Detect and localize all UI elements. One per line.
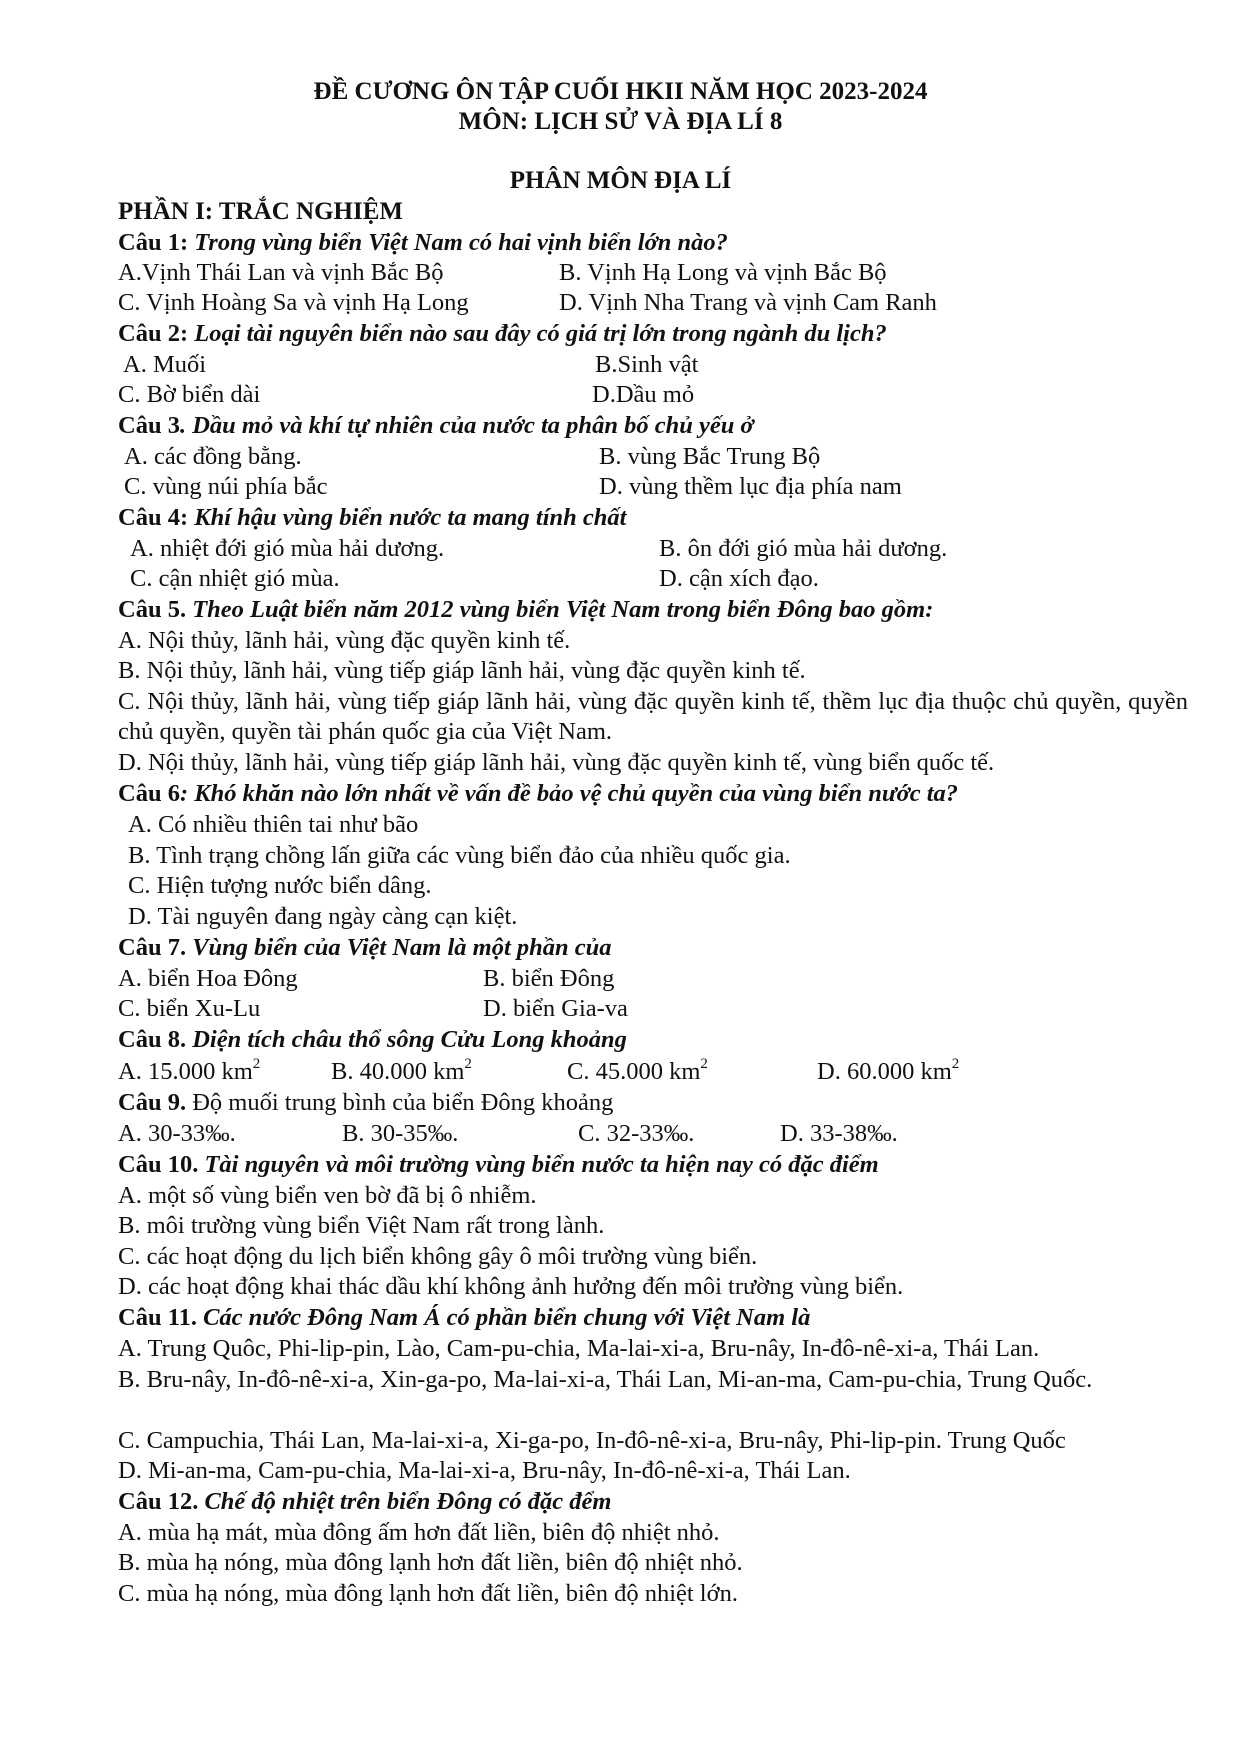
option: B. Bru-nây, In-đô-nê-xi-a, Xin-ga-po, Ma-lai-xi-a, Thái Lan, Mi-an-ma, Cam-pu-chia, Trung Quốc. [118,1366,1093,1393]
option: A. 30-33‰. [118,1120,236,1147]
option: C. cận nhiệt gió mùa. [130,565,340,592]
option: B. 40.000 $km^2$ [331,1055,472,1085]
option: B. ôn đới gió mùa hải dương. [659,535,948,562]
question-1: Câu 1: Trong vùng biển Việt Nam có hai vịnh biển lớn nào? [118,229,728,256]
option: A. Có nhiều thiên tai như bão [128,811,419,838]
option: D. vùng thềm lục địa phía nam [599,473,902,500]
option: C. 32-33‰. [578,1120,695,1147]
option: A.Vịnh Thái Lan và vịnh Bắc Bộ [118,259,444,286]
option: B. Vịnh Hạ Long và vịnh Bắc Bộ [559,259,887,286]
question-5: Câu 5. Theo Luật biển năm 2012 vùng biển Việt Nam trong biển Đông bao gồm: [118,596,934,623]
option: C. Vịnh Hoàng Sa và vịnh Hạ Long [118,289,469,316]
question-2: Câu 2: Loại tài nguyên biển nào sau đây có giá trị lớn trong ngành du lịch? [118,320,887,347]
option: B. vùng Bắc Trung Bộ [599,443,821,470]
option: C. các hoạt động du lịch biển không gây ô môi trường vùng biển. [118,1243,758,1270]
option: D. 60.000 $km^2$ [817,1055,960,1085]
question-6: Câu 6: Khó khăn nào lớn nhất về vấn đề bảo vệ chủ quyền của vùng biển nước ta? [118,780,959,807]
option: B. Tình trạng chồng lấn giữa các vùng biển đảo của nhiều quốc gia. [128,842,791,869]
section-heading: PHẦN I: TRẮC NGHIỆM [118,198,403,225]
question-9: Câu 9. Độ muối trung bình của biển Đông khoảng [118,1089,614,1116]
option: D. biển Gia-va [483,995,628,1022]
option: C. Nội thủy, lãnh hải, vùng tiếp giáp lãnh hải, vùng đặc quyền kinh tế, thềm lục địa thuộc chủ quyền, quyền chủ quyền, quyền tài phán quốc gia của Việt Nam. [118,688,1188,745]
option: D. cận xích đạo. [659,565,819,592]
option: D.Dầu mỏ [592,381,695,408]
option: C. mùa hạ nóng, mùa đông lạnh hơn đất liền, biên độ nhiệt lớn. [118,1580,738,1607]
option: A. Nội thủy, lãnh hải, vùng đặc quyền kinh tế. [118,627,571,654]
question-7: Câu 7. Vùng biển của Việt Nam là một phần của [118,934,612,961]
option: A. biển Hoa Đông [118,965,298,992]
question-3: Câu 3. Dầu mỏ và khí tự nhiên của nước ta phân bố chủ yếu ở [118,412,754,439]
question-8: Câu 8. Diện tích châu thổ sông Cửu Long khoảng [118,1026,627,1053]
option: D. Vịnh Nha Trang và vịnh Cam Ranh [559,289,937,316]
option: C. 45.000 $km^2$ [567,1055,708,1085]
option: D. Nội thủy, lãnh hải, vùng tiếp giáp lãnh hải, vùng đặc quyền kinh tế, vùng biển quốc tế. [118,749,995,776]
option: D. Mi-an-ma, Cam-pu-chia, Ma-lai-xi-a, Bru-nây, In-đô-nê-xi-a, Thái Lan. [118,1457,851,1484]
option: C. Hiện tượng nước biển dâng. [128,872,432,899]
subject-title: MÔN: LỊCH SỬ VÀ ĐỊA LÍ 8 [458,108,783,135]
option: B. Nội thủy, lãnh hải, vùng tiếp giáp lãnh hải, vùng đặc quyền kinh tế. [118,657,806,684]
option: B.Sinh vật [595,351,699,378]
option: B. 30-35‰. [342,1120,459,1147]
option: A. các đồng bằng. [124,443,302,470]
option: A. Trung Quôc, Phi-lip-pin, Lào, Cam-pu-chia, Ma-lai-xi-a, Bru-nây, In-đô-nê-xi-a, Thái Lan. [118,1335,1040,1362]
document-title: ĐỀ CƯƠNG ÔN TẬP CUỐI HKII NĂM HỌC 2023-2024 [313,78,928,105]
option: B. mùa hạ nóng, mùa đông lạnh hơn đất liền, biên độ nhiệt nhỏ. [118,1549,743,1576]
question-10: Câu 10. Tài nguyên và môi trường vùng biển nước ta hiện nay có đặc điểm [118,1151,879,1178]
option: D. Tài nguyên đang ngày càng cạn kiệt. [128,903,518,930]
option: B. môi trường vùng biển Việt Nam rất trong lành. [118,1212,605,1239]
option: C. Campuchia, Thái Lan, Ma-lai-xi-a, Xi-ga-po, In-đô-nê-xi-a, Bru-nây, Phi-lip-pin. Trung Quốc [118,1427,1066,1454]
question-4: Câu 4: Khí hậu vùng biển nước ta mang tính chất [118,504,627,531]
option: B. biển Đông [483,965,615,992]
option: D. các hoạt động khai thác dầu khí không ảnh hưởng đến môi trường vùng biển. [118,1273,904,1300]
option: A. một số vùng biển ven bờ đã bị ô nhiễm. [118,1182,537,1209]
option: A. mùa hạ mát, mùa đông ấm hơn đất liền, biên độ nhiệt nhỏ. [118,1519,720,1546]
question-11: Câu 11. Các nước Đông Nam Á có phần biển chung với Việt Nam là [118,1304,811,1331]
option: C. vùng núi phía bắc [124,473,328,500]
option: C. Bờ biển dài [118,381,261,408]
question-12: Câu 12. Chế độ nhiệt trên biển Đông có đặc đểm [118,1488,612,1515]
option: C. biển Xu-Lu [118,995,261,1022]
part-title: PHÂN MÔN ĐỊA LÍ [509,167,732,194]
option: A. 15.000 $km^2$ [118,1055,261,1085]
option: A. Muối [123,351,207,378]
option: A. nhiệt đới gió mùa hải dương. [130,535,445,562]
option: D. 33-38‰. [780,1120,898,1147]
